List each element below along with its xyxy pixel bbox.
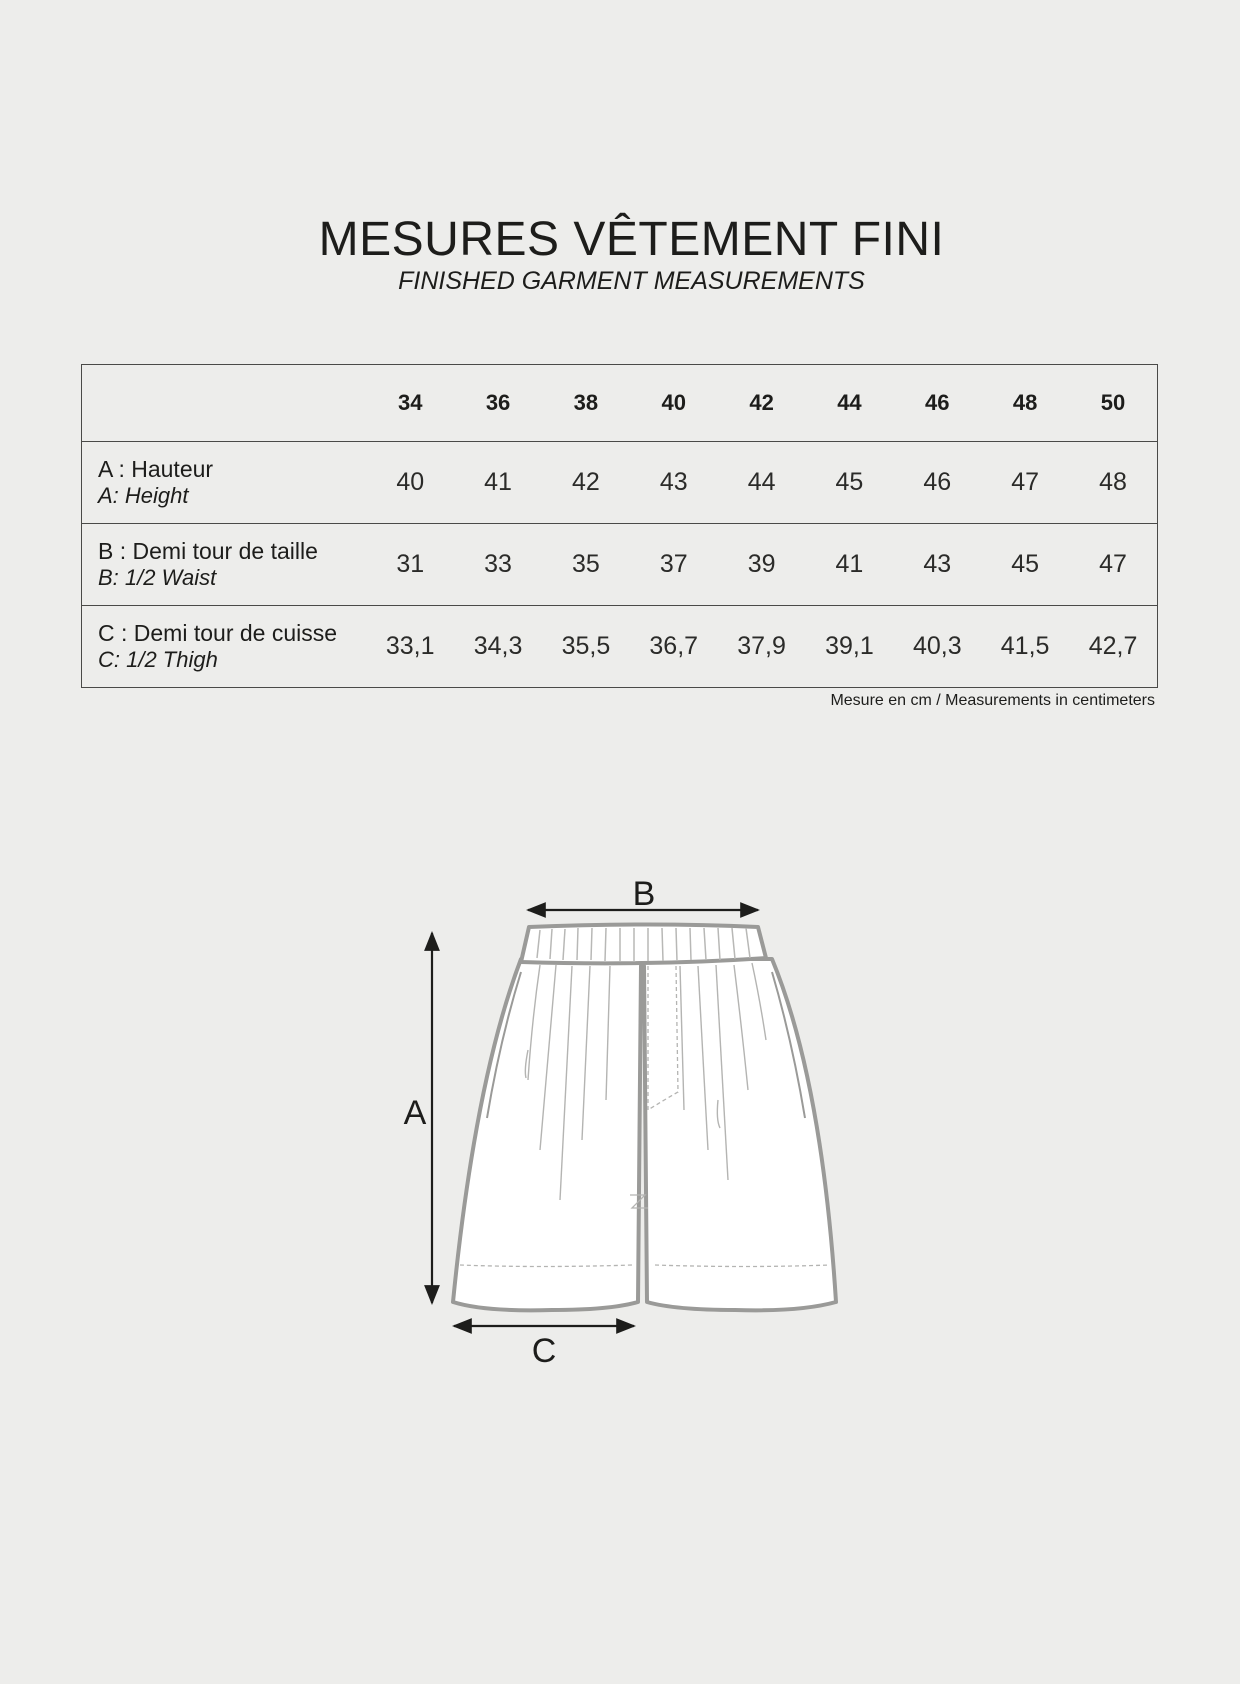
- row-label-en: A: Height: [98, 483, 189, 508]
- table-cell: 40,3: [912, 632, 962, 660]
- table-cell: 43: [659, 468, 688, 496]
- size-header: 38: [573, 390, 599, 415]
- table-cell: 31: [396, 550, 425, 578]
- row-label-fr: B : Demi tour de taille: [98, 538, 318, 564]
- row-label-en: B: 1/2 Waist: [98, 565, 217, 590]
- size-header: 44: [837, 390, 862, 415]
- shorts-illustration: [453, 925, 836, 1311]
- table-cell: 48: [1099, 468, 1127, 496]
- size-header: 34: [397, 390, 423, 415]
- unit-note: Mesure en cm / Measurements in centimeters: [830, 692, 1155, 709]
- table-cell: 41: [835, 550, 864, 578]
- row-label-fr: C : Demi tour de cuisse: [98, 620, 338, 646]
- table-cell: 42,7: [1088, 632, 1138, 660]
- table-cell: 45: [835, 468, 864, 496]
- table-cell: 35: [572, 550, 600, 578]
- table-cell: 39: [747, 550, 776, 578]
- row-label-fr: A : Hauteur: [98, 456, 214, 482]
- dimension-label-b: B: [632, 875, 656, 913]
- table-cell: 39,1: [825, 632, 874, 660]
- size-header: 50: [1100, 390, 1126, 415]
- table-cell: 43: [923, 550, 952, 578]
- size-header: 42: [749, 390, 774, 415]
- size-header: 46: [925, 390, 950, 415]
- page-title: MESURES VÊTEMENT FINI: [318, 213, 945, 266]
- page-subtitle: FINISHED GARMENT MEASUREMENTS: [398, 267, 865, 295]
- table-cell: 40: [396, 468, 425, 496]
- table-cell: 33: [484, 550, 512, 578]
- table-cell: 36,7: [649, 632, 699, 660]
- dimension-label-a: A: [403, 1094, 427, 1132]
- table-cell: 47: [1011, 468, 1040, 496]
- dimension-label-c: C: [531, 1332, 557, 1370]
- table-cell: 35,5: [561, 632, 611, 660]
- size-header: 40: [661, 390, 686, 415]
- table-cell: 46: [923, 468, 952, 496]
- table-cell: 44: [747, 468, 776, 496]
- table-cell: 41,5: [1000, 632, 1050, 660]
- row-label-en: C: 1/2 Thigh: [98, 647, 218, 672]
- table-cell: 42: [572, 468, 600, 496]
- size-header: 48: [1012, 390, 1038, 415]
- table-cell: 34,3: [473, 632, 523, 660]
- table-cell: 37: [659, 550, 688, 578]
- table-cell: 41: [484, 468, 512, 496]
- table-cell: 45: [1011, 550, 1040, 578]
- table-cell: 47: [1099, 550, 1127, 578]
- table-cell: 37,9: [737, 632, 786, 660]
- shorts-waistband: [521, 925, 766, 964]
- size-header: 36: [485, 390, 511, 415]
- table-cell: 33,1: [385, 632, 435, 660]
